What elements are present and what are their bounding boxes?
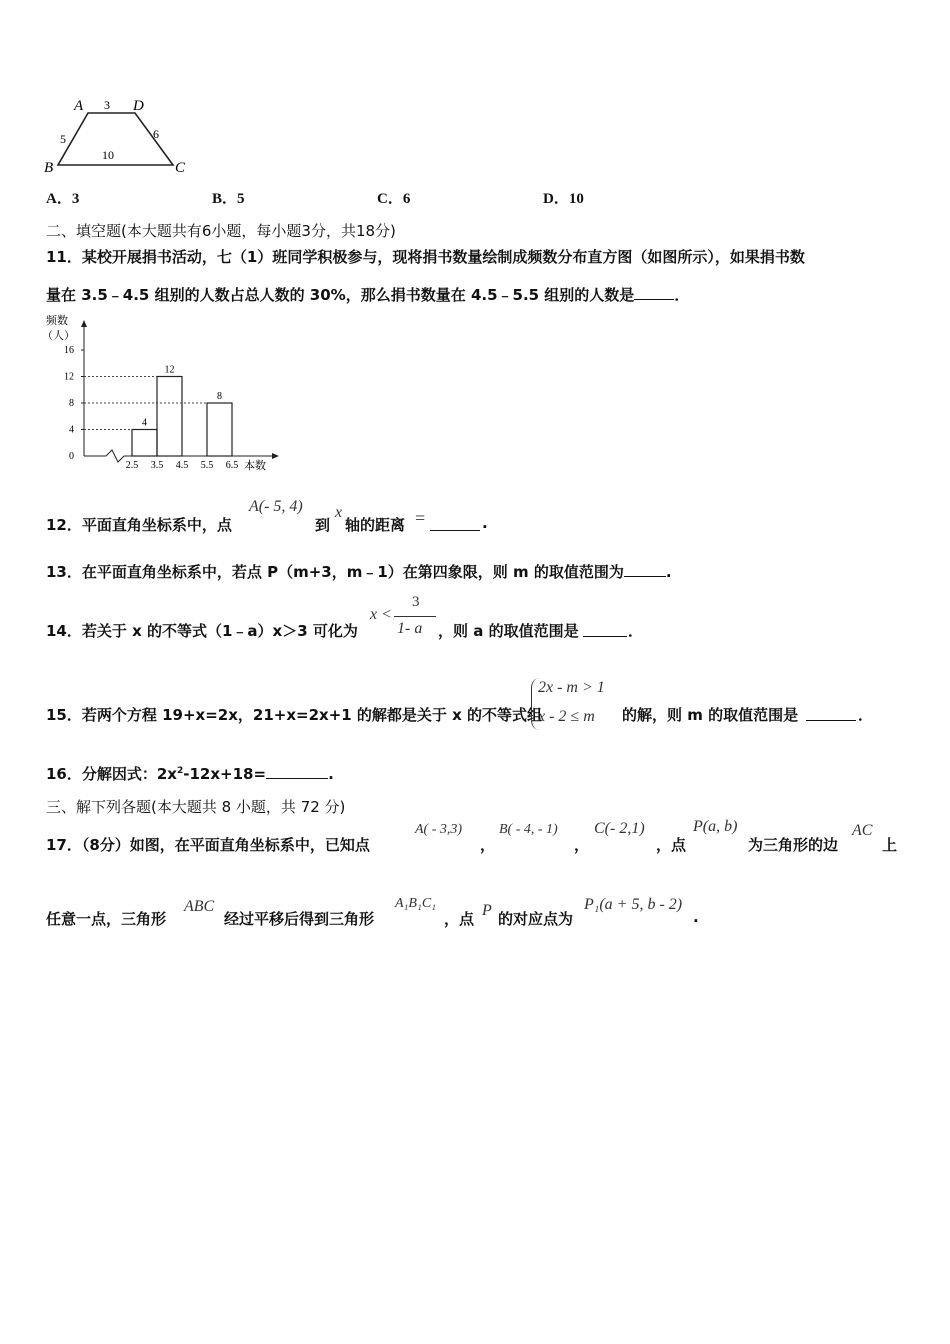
question-15: 15．若两个方程 19+x=2x，21+x=2x+1 的解都是关于 x 的不等式组 2x - m > 1 x - 2 ≤ m 的解，则 m 的取值范围是 ． [46,676,876,734]
option-a: A．3 [46,191,80,207]
answer-blank[interactable] [624,562,666,577]
edge-bc-label: 10 [102,148,114,162]
point-p1-coord: P₁(a + 5, b - 2) [584,896,683,913]
question-17-line1: 17．（8分）如图，在平面直角坐标系中，已知点 A( - 3,3) ， B( - 4, - 1) ， C(- 2,1) ，点 P(a, b) 为三角形的边 AC 上 [46,818,898,854]
system-row-1: 2x - m > 1 [538,679,605,696]
vertex-c-label: C [175,160,186,176]
edge-dc-label: 6 [153,127,159,141]
x-axis-title: 本数 [244,460,266,472]
edge-ad-label: 3 [104,98,110,112]
question-11-line1: 11．某校开展捐书活动，七（1）班同学积极参与，现将捐书数量绘制成频数分布直方图（如图所示），如果捐书数 [46,248,805,266]
section-2-title: 二、填空题(本大题共有6小题，每小题3分，共18分) [46,222,396,240]
y-tick-label: 12 [64,371,74,383]
point-a-expression: A(- 5, 4) [249,498,303,515]
point-p-coord: P(a, b) [693,818,738,835]
bar-value-label: 4 [142,417,147,429]
answer-blank[interactable] [806,706,856,721]
vertex-d-label: D [133,98,144,114]
y-axis-title-line1: 频数 [46,315,68,327]
x-tick-label: 3.5 [150,460,164,471]
x-axis-break [84,450,124,462]
vertex-b-label: B [44,160,54,176]
y-tick-label: 4 [69,424,74,436]
x-tick-label: 4.5 [175,460,189,471]
trapezoid-figure [40,95,200,180]
point-c-coord: C(- 2,1) [594,820,645,837]
y-axis-arrow [81,320,87,327]
point-b-coord: B( - 4, - 1) [499,822,558,837]
y-tick-label: 0 [69,451,74,462]
system-row-2: x - 2 ≤ m [538,708,595,725]
histogram-bar [157,377,182,457]
bar-value-label: 12 [164,364,175,376]
option-d: D．10 [543,191,584,207]
y-tick-label: 16 [64,345,74,356]
bar-value-label: 8 [217,391,222,402]
option-c: C．6 [377,191,411,207]
answer-blank[interactable] [266,764,328,779]
point-a-coord: A( - 3,3) [415,822,463,837]
x-tick-label: 6.5 [225,460,239,471]
vertex-a-label: A [74,98,84,114]
question-13: 13．在平面直角坐标系中，若点 P（m+3，m﹣1）在第四象限，则 m 的取值范围为 . [46,563,672,581]
x-axis-arrow [272,453,279,459]
section-3-title: 三、解下列各题(本大题共 8 小题，共 72 分) [46,798,346,816]
option-b: B．5 [212,191,245,207]
question-16: 16．分解因式：$2x^2-12x+18=$ . [46,765,334,783]
y-axis-title-line2: （人） [42,330,75,342]
frequency-histogram [36,312,296,477]
question-11-line2: 量在 3.5﹣4.5 组别的人数占总人数的 30%，那么捐书数量在 4.5﹣5.5 组别的人数是 ． [46,286,690,304]
answer-blank[interactable] [430,516,480,531]
histogram-bar [132,430,157,457]
answer-blank[interactable] [634,285,674,300]
answer-blank[interactable] [583,622,627,637]
question-14: 14．若关于 x 的不等式（1﹣a）x＞3 可化为 x < 3 1- a ，则 a 的取值范围是 ． [46,594,644,640]
x-tick-label: 2.5 [125,460,139,471]
y-tick-label: 8 [69,398,74,409]
x-tick-label: 5.5 [200,460,214,471]
histogram-bar [207,403,232,456]
question-17-line2: 任意一点，三角形 ABC 经过平移后得到三角形 A₁B₁C₁ ，点 P 的对应点为 P₁(a + 5, b - 2) . [46,896,699,928]
edge-ab-label: 5 [60,132,66,146]
